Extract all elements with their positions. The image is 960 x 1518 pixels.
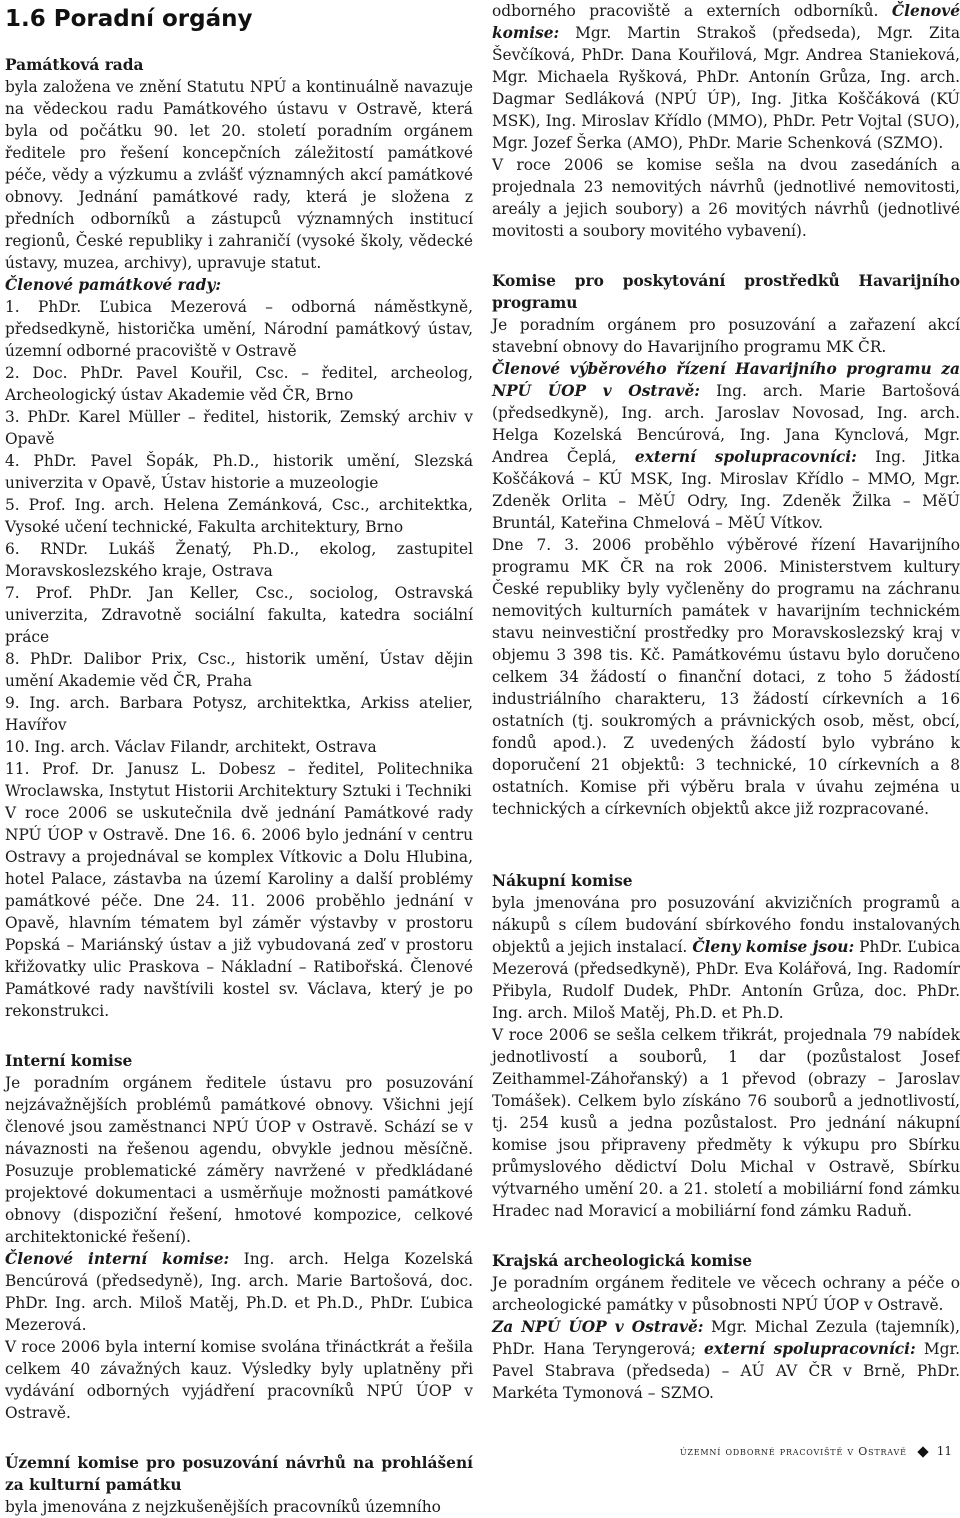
- member-item: 11. Prof. Dr. Janusz L. Dobesz – ředitel, Politechnika Wroclawska, Instytut Historii Architektury Sztuki i Techniki: [5, 760, 473, 800]
- uzemni-komise-intro: byla jmenována z nejzkušenějších pracovníků územního: [5, 1498, 441, 1516]
- uzemni-komise-members: odborného pracoviště a externích odborníků. Členové komise: Mgr. Martin Strakoš (předseda), Mgr. Zita Ševčíková, PhDr. Dana Kouřilová, Mgr. Andrea Stanieková, Mgr. Michaela Ryšková, PhDr. Antonín Grůza, Ing. arch. Dagmar Sedláková (NPÚ ÚP), Ing. Jitka Koščáková (KÚ MSK), Ing. Miroslav Křídlo (MMO), PhDr. Petr Vojtal (SUO), Mgr. Jozef Šerka (AMO), PhDr. Marie Schenková (SZMO).: [492, 2, 960, 152]
- heading-pamatkova-rada: Památková rada: [5, 56, 144, 74]
- page-footer: [680, 1444, 952, 1459]
- left-column: [5, 0, 473, 1518]
- footer-text: územní odborné pracoviště v Ostravě: [679, 1445, 907, 1458]
- right-column: [492, 0, 960, 1404]
- interni-komise-summary: V roce 2006 byla interní komise svolána třináctkrát a řešila celkem 40 závažných kauz. Výsledky byly uplatněny při vydávání odborných vyjádření pracovníků NPÚ ÚOP v Ostravě.: [5, 1338, 473, 1422]
- heading-interni-komise: Interní komise: [5, 1052, 133, 1070]
- havarijni-summary: Dne 7. 3. 2006 proběhlo výběrové řízení Havarijního programu MK ČR na rok 2006. Ministerstvem kultury České republiky byly vyčleněny do programu na záchranu nemovitých kulturních památek v havarijním technickém stavu neinvestiční prostředky pro Moravskoslezský kraj v objemu 3 398 tis. Kč. Památkovému ústavu bylo doručeno celkem 34 žádostí o finanční dotaci, z toho 5 žádostí industriálního charakteru, 13 žádostí církevních a 16 ostatních (tj. soukromých a právnických osob, měst, obcí, fondů apod.). Z uvedených žádostí bylo vybráno k doporučení 21 objektů: 3 technické, 10 církevních a 8 ostatních. Komise při výběru brala v úvahu zejména u technických a církevních objektů akce již rozpracované.: [492, 536, 960, 818]
- havarijni-intro: Je poradním orgánem pro posuzování a zařazení akcí stavební obnovy do Havarijního programu MK ČR.: [492, 316, 960, 356]
- member-item: 3. PhDr. Karel Müller – ředitel, historik, Zemský archiv v Opavě: [5, 408, 473, 448]
- members-list: [5, 296, 473, 802]
- member-item: 5. Prof. Ing. arch. Helena Zemánková, Csc., architektka, Vysoké učení technické, Fakulta architektury, Brno: [5, 496, 473, 536]
- uzemni-komise-summary: V roce 2006 se komise sešla na dvou zasedáních a projednala 23 nemovitých návrhů (jednotlivé nemovitosti, areály a jejich soubory) a 26 movitých návrhů (jednotlivé movitosti a soubory movitého vybavení).: [492, 156, 960, 240]
- member-item: 8. PhDr. Dalibor Prix, Csc., historik umění, Ústav dějin umění Akademie věd ČR, Praha: [5, 650, 473, 690]
- diamond-icon: [917, 1446, 928, 1457]
- havarijni-members: Členové výběrového řízení Havarijního programu za NPÚ ÚOP v Ostravě: Ing. arch. Marie Bartošová (předsedkyně), Ing. arch. Jaroslav Novosad, Ing. arch. Helga Kozelská Bencúrová, Ing. Jana Kynclová, Mgr. Andrea Čeplá, externí spolupracovníci: Ing. Jitka Koščáková – KÚ MSK, Ing. Miroslav Křídlo – MMO, Mgr. Zdeněk Orlita – MěÚ Odry, Ing. Zdeněk Žilka – MěÚ Bruntál, Kateřina Chmelová – MěÚ Vítkov.: [492, 360, 960, 532]
- krajska-intro: Je poradním orgánem ředitele ve věcech ochrany a péče o archeologické památky v působnosti NPÚ ÚOP v Ostravě.: [492, 1274, 960, 1314]
- members-label: Členové památkové rady:: [5, 276, 222, 294]
- nakupni-summary: V roce 2006 se sešla celkem třikrát, projednala 79 nabídek jednotlivostí a souborů, 1 dar (pozůstalost Josef Zeithammel-Záhořanský) a 1 převod (obrazy – Jaroslav Tomášek). Celkem bylo získáno 76 souborů a jednotlivostí, tj. 254 kusů a jedna pozůstalost. Pro jednání nákupní komise jsou připraveny předměty k výkupu pro Sbírku průmyslového dědictví Dolu Michal v Ostravě, Sbírku výtvarného umění 20. a 21. století a mobiliární fond zámku Hradec nad Moravicí a mobiliární fond zámku Raduň.: [492, 1026, 960, 1220]
- member-item: 1. PhDr. Ľubica Mezerová – odborná náměstkyně, předsedkyně, historička umění, Národní památkový ústav, územní odborné pracoviště v Ostravě: [5, 298, 473, 360]
- heading-havarijni-program: Komise pro poskytování prostředků Havarijního programu: [492, 272, 960, 312]
- pamatkova-rada-intro: byla založena ve znění Statutu NPÚ a kontinuálně navazuje na vědeckou radu Památkového ústavu v Ostravě, která byla od počátku 90. let 20. století poradním orgánem ředitele pro řešení koncepčních záležitostí památkové péče, vědy a výzkumu a zvlášť významných akcí památkové obnovy. Jednání památkové rady, která je složena z předních odborníků a zástupců významných institucí regionů, České republiky i zahraničí (vysoké školy, vědecké ústavy, muzea, archivy), upravuje statut.: [5, 78, 473, 272]
- krajska-members: Za NPÚ ÚOP v Ostravě: Mgr. Michal Zezula (tajemník), PhDr. Hana Teryngerová; externí spolupracovníci: Mgr. Pavel Stabrava (předseda) – AÚ AV ČR v Brně, PhDr. Markéta Tymonová – SZMO.: [492, 1318, 960, 1402]
- interni-komise-members: Členové interní komise: Ing. arch. Helga Kozelská Bencúrová (předsedyně), Ing. arch. Marie Bartošová, doc. PhDr. Ing. arch. Miloš Matěj, Ph.D. et Ph.D., PhDr. Ľubica Mezerová.: [5, 1250, 473, 1334]
- member-item: 6. RNDr. Lukáš Ženatý, Ph.D., ekolog, zastupitel Moravskoslezského kraje, Ostrava: [5, 540, 473, 580]
- member-item: 7. Prof. PhDr. Jan Keller, Csc., sociolog, Ostravská univerzita, Zdravotně sociální fakulta, katedra sociální práce: [5, 584, 473, 646]
- heading-krajska-komise: Krajská archeologická komise: [492, 1252, 752, 1270]
- page-number: 11: [936, 1444, 952, 1458]
- member-item: 2. Doc. PhDr. Pavel Kouřil, Csc. – ředitel, archeolog, Archeologický ústav Akademie věd ČR, Brno: [5, 364, 473, 404]
- pamatkova-rada-meetings: V roce 2006 se uskutečnila dvě jednání Památkové rady NPÚ ÚOP v Ostravě. Dne 16. 6. 2006 bylo jednání v centru Ostravy a projednával se komplex Vítkovic a Dolu Hlubina, hotel Palace, zástavba na území Karoliny a další problémy památkové péče. Dne 24. 11. 2006 proběhlo jednání v Opavě, hlavním tématem byl záměr výstavby v prostoru Popská – Mariánský ústav a již vybudovaná zeď v prostoru křižovatky ulic Praskova – Nákladní – Ratibořská. Členové Památkové rady navštívili kostel sv. Václava, který je po rekonstrukci.: [5, 804, 473, 1020]
- nakupni-intro: byla jmenována pro posuzování akvizičních programů a nákupů s cílem budování sbírkového fondu instalovaných objektů a jejich instalací. Členy komise jsou: PhDr. Ľubica Mezerová (předsedkyně), PhDr. Eva Kolářová, Ing. Radomír Přibyla, Rudolf Dudek, PhDr. Antonín Grůza, doc. PhDr. Ing. arch. Miloš Matěj, Ph.D. et Ph.D.: [492, 894, 960, 1022]
- member-item: 10. Ing. arch. Václav Filandr, architekt, Ostrava: [5, 738, 377, 756]
- member-item: 9. Ing. arch. Barbara Potysz, architektka, Arkiss atelier, Havířov: [5, 694, 473, 734]
- member-item: 4. PhDr. Pavel Šopák, Ph.D., historik umění, Slezská univerzita v Opavě, Ústav historie a muzeologie: [5, 452, 473, 492]
- chapter-title: 1.6 Poradní orgány: [5, 6, 253, 32]
- heading-uzemni-komise: Územní komise pro posuzování návrhů na prohlášení za kulturní památku: [5, 1454, 473, 1494]
- interni-komise-intro: Je poradním orgánem ředitele ústavu pro posuzování nejzávažnějších problémů památkové obnovy. Všichni její členové jsou zaměstnanci NPÚ ÚOP v Ostravě. Schází se v návaznosti na řešenou agendu, obvykle jednou měsíčně. Posuzuje problematické záměry navržené v předkládané projektové dokumentaci a usměrňuje možnosti památkové obnovy (dispoziční řešení, hmotové kompozice, celkové architektonické řešení).: [5, 1074, 473, 1246]
- heading-nakupni-komise: Nákupní komise: [492, 872, 633, 890]
